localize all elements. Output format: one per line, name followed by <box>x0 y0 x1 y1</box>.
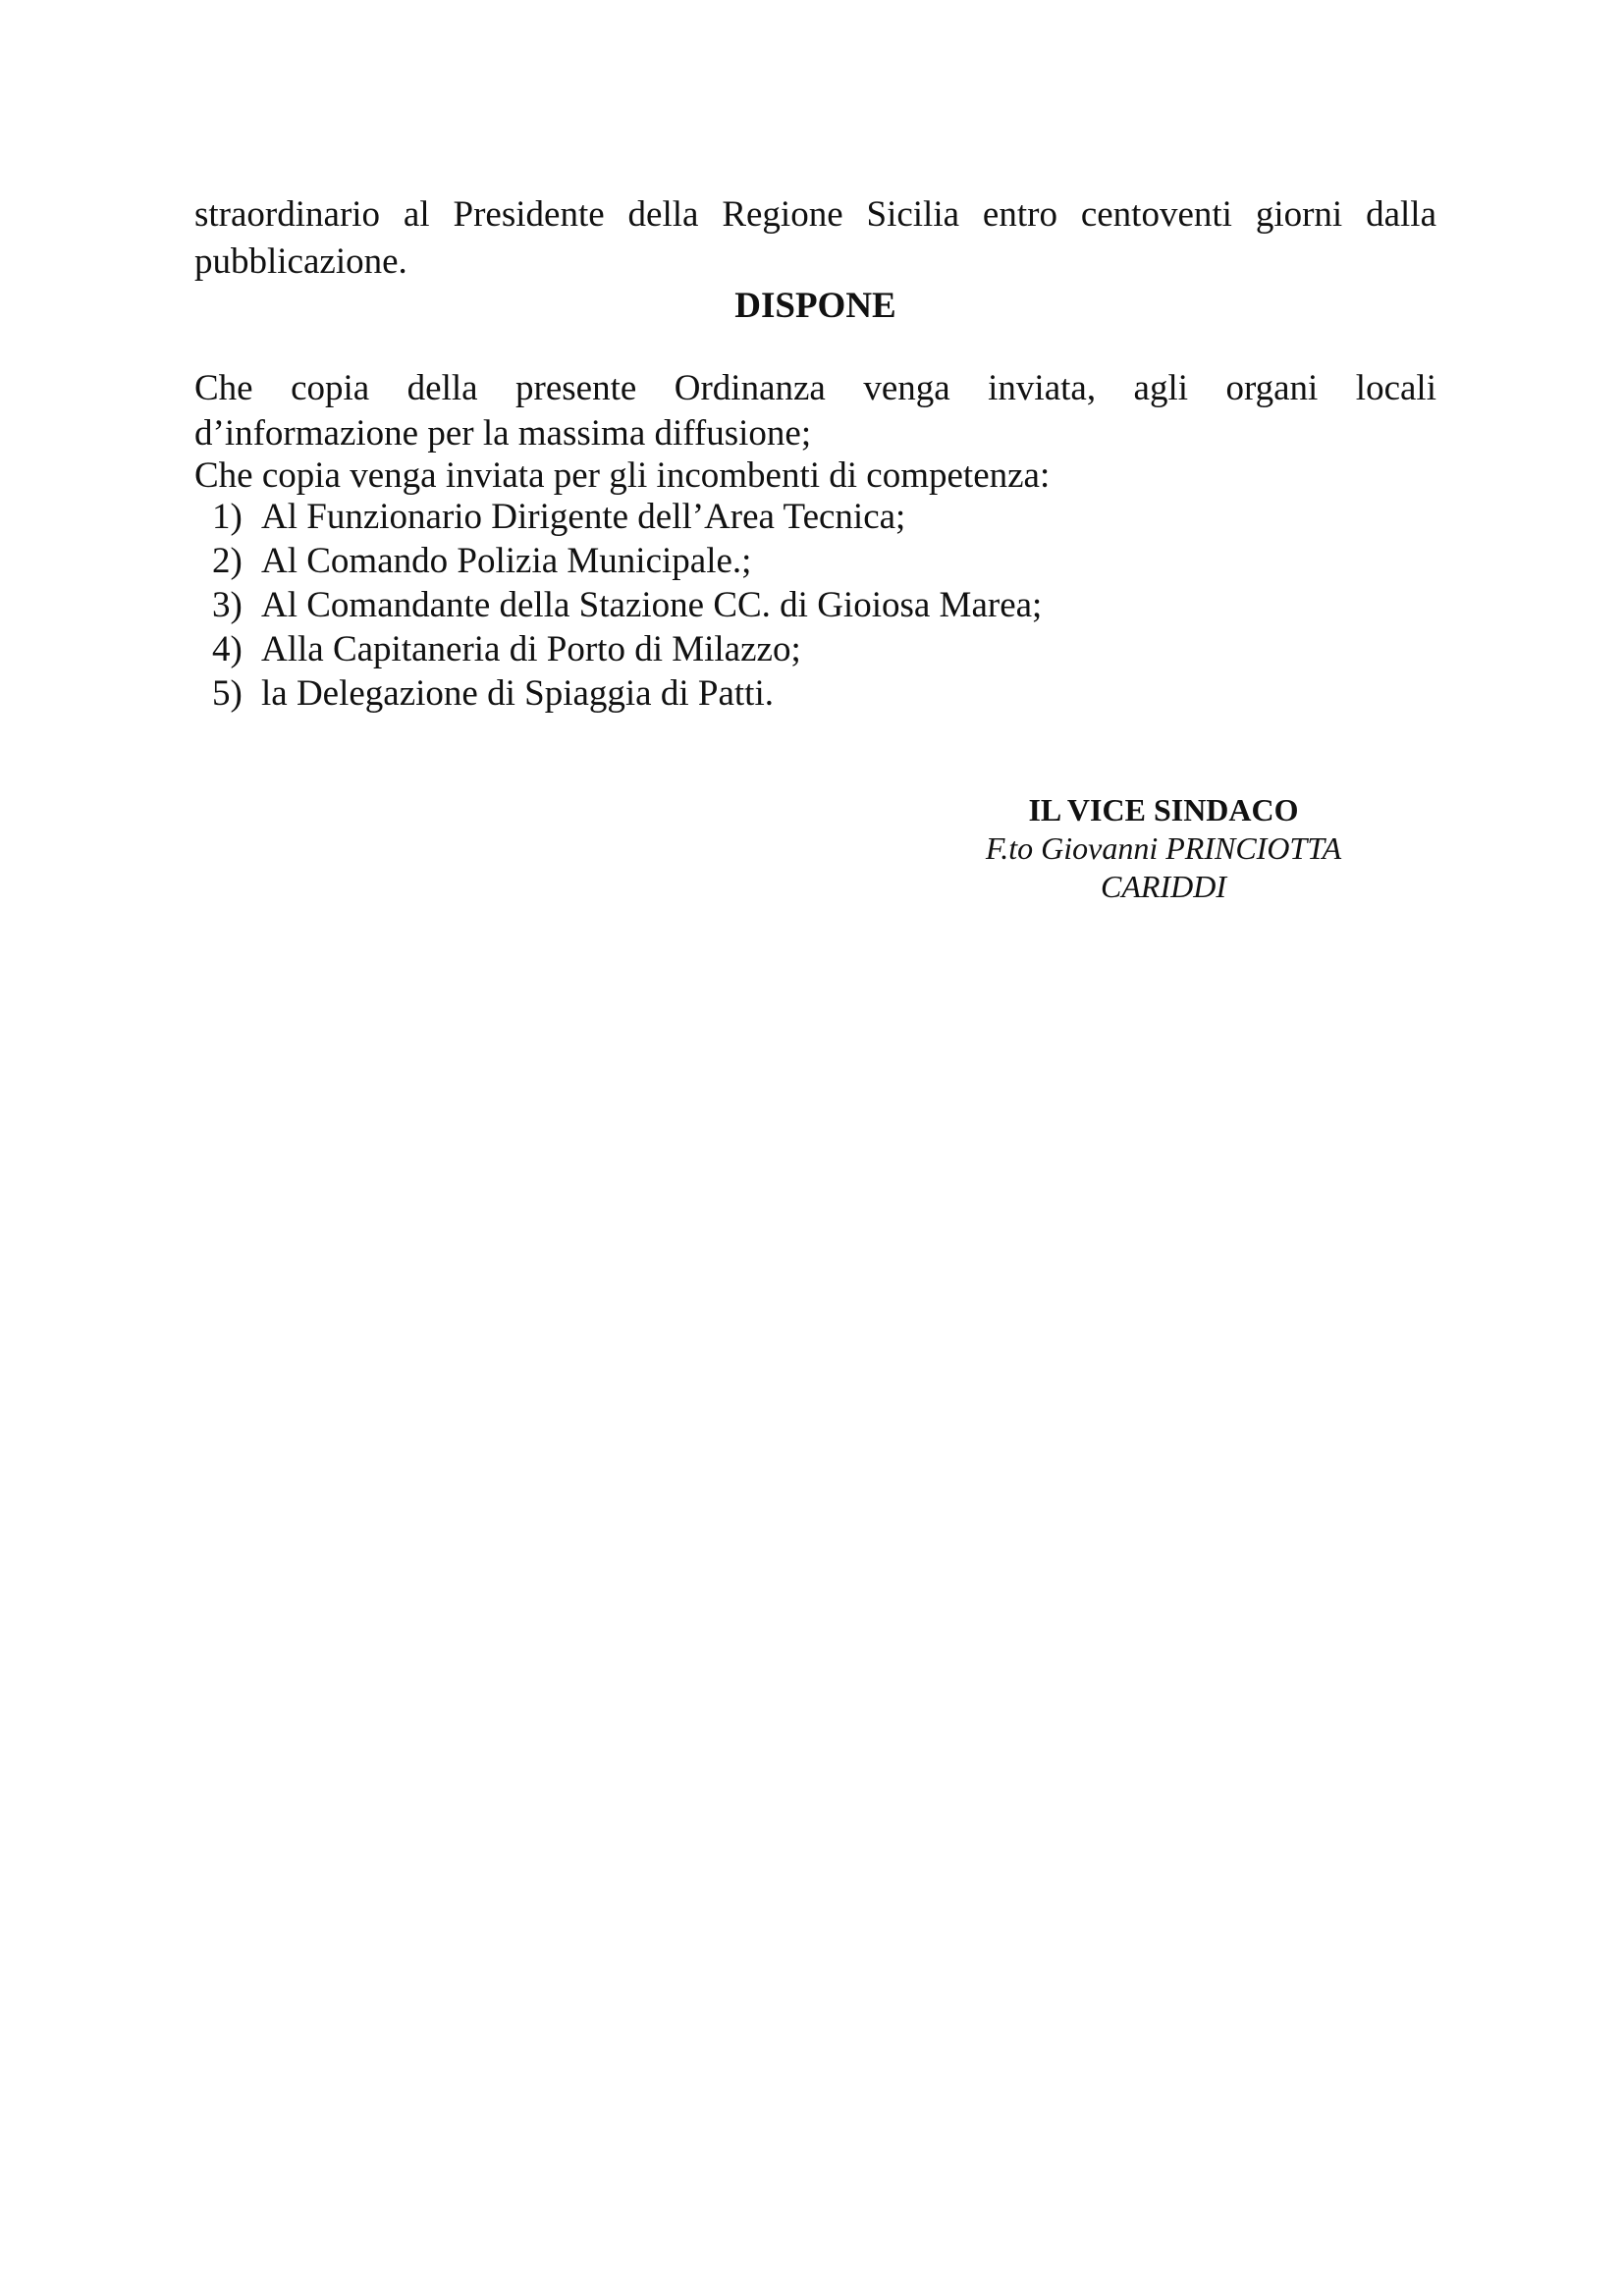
signature-name: F.to Giovanni PRINCIOTTA <box>985 830 1342 866</box>
section-heading: DISPONE <box>734 286 896 326</box>
paragraph-2-line-2: d’informazione per la massima diffusione; <box>194 413 812 454</box>
list-item <box>194 539 1436 583</box>
list-item-number: 4) <box>212 629 243 669</box>
paragraph-3: Che copia venga inviata per gli incombenti di competenza: <box>194 455 1051 496</box>
list-item-number: 3) <box>212 585 243 625</box>
list-item-text: Alla Capitaneria di Porto di Milazzo; <box>261 629 801 669</box>
recipient-list <box>194 495 1436 716</box>
paragraph-2-line-1: Che copia della presente Ordinanza venga inviata, agli organi locali <box>194 368 1436 408</box>
list-item-text: Al Funzionario Dirigente dell’Area Tecnica; <box>261 497 906 537</box>
list-item <box>194 671 1436 716</box>
signature-title: IL VICE SINDACO <box>1028 792 1299 828</box>
list-item <box>194 583 1436 627</box>
list-item-number: 2) <box>212 541 243 581</box>
list-item-text: Al Comandante della Stazione CC. di Gioiosa Marea; <box>261 585 1043 625</box>
list-item <box>194 495 1436 539</box>
list-item-number: 5) <box>212 673 243 714</box>
list-item-text: la Delegazione di Spiaggia di Patti. <box>261 673 774 714</box>
list-item-text: Al Comando Polizia Municipale.; <box>261 541 752 581</box>
paragraph-line-2: pubblicazione. <box>194 241 407 282</box>
paragraph-line-1: straordinario al Presidente della Regione Sicilia entro centoventi giorni dalla <box>194 194 1436 235</box>
list-item <box>194 627 1436 671</box>
list-item-number: 1) <box>212 497 243 537</box>
signature-block <box>933 791 1394 906</box>
signature-surname: CARIDDI <box>1101 869 1226 904</box>
